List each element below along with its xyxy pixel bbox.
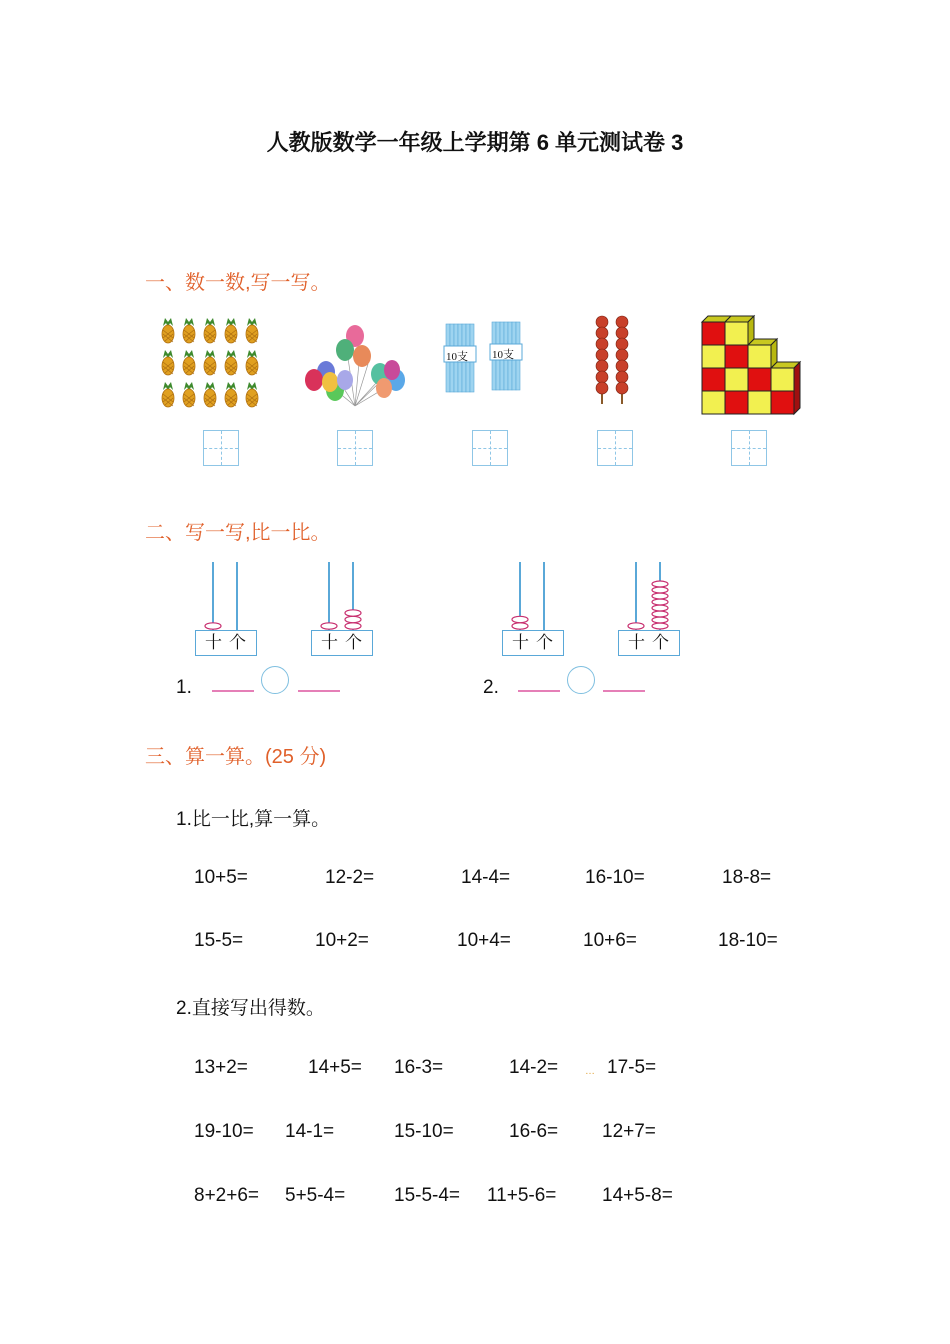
math-problem: 14-1= bbox=[285, 1121, 335, 1142]
math-problem: 14-2= bbox=[509, 1057, 559, 1078]
answer-blank[interactable] bbox=[603, 690, 645, 692]
part-1-title: 1.比一比,算一算。 bbox=[176, 809, 331, 830]
math-problem: 18-10= bbox=[718, 930, 778, 951]
answer-box[interactable] bbox=[597, 430, 633, 466]
answer-blank[interactable] bbox=[212, 690, 254, 692]
math-problem: 14+5-8= bbox=[602, 1185, 673, 1206]
abacus bbox=[502, 562, 564, 658]
math-problem: 18-8= bbox=[722, 867, 772, 888]
math-problem: 14-4= bbox=[461, 867, 511, 888]
compare-circle[interactable] bbox=[567, 666, 595, 694]
answer-box[interactable] bbox=[731, 430, 767, 466]
abacus-ones-label: 个 bbox=[345, 633, 362, 652]
pineapples-image bbox=[160, 318, 272, 412]
bundle-label: 10支 bbox=[492, 349, 514, 361]
abacus-ones-label: 个 bbox=[229, 633, 246, 652]
compare-circle[interactable] bbox=[261, 666, 289, 694]
math-problem: 12-2= bbox=[325, 867, 375, 888]
math-problem: 10+6= bbox=[583, 930, 637, 951]
abacus-ones-label: 个 bbox=[536, 633, 553, 652]
abacus bbox=[195, 562, 257, 658]
math-problem: 12+7= bbox=[602, 1121, 656, 1142]
part-2-title: 2.直接写出得数。 bbox=[176, 998, 325, 1019]
abacus-tens-label: 十 bbox=[512, 633, 529, 652]
abacus bbox=[618, 562, 680, 658]
math-problem: 15-5= bbox=[194, 930, 244, 951]
math-problem: 10+4= bbox=[457, 930, 511, 951]
question-number: 2. bbox=[483, 677, 499, 698]
answer-box[interactable] bbox=[203, 430, 239, 466]
section-1-heading: 一、数一数,写一写。 bbox=[145, 272, 331, 294]
math-problem: 10+5= bbox=[194, 867, 248, 888]
abacus-tens-label: 十 bbox=[205, 633, 222, 652]
math-problem: 16-10= bbox=[585, 867, 645, 888]
math-problem: 15-5-4= bbox=[394, 1185, 461, 1206]
question-number: 1. bbox=[176, 677, 192, 698]
answer-box[interactable] bbox=[472, 430, 508, 466]
math-problem: 14+5= bbox=[308, 1057, 362, 1078]
answer-box[interactable] bbox=[337, 430, 373, 466]
math-problem: 16-6= bbox=[509, 1121, 559, 1142]
math-problem: 5+5-4= bbox=[285, 1185, 346, 1206]
math-problem: 15-10= bbox=[394, 1121, 454, 1142]
candied-haws-image bbox=[590, 314, 634, 406]
abacus-tens-label: 十 bbox=[628, 633, 645, 652]
math-problem: 8+2+6= bbox=[194, 1185, 259, 1206]
ink-mark: … bbox=[585, 1066, 595, 1077]
section-2-heading: 二、写一写,比一比。 bbox=[145, 522, 331, 544]
math-problem: 17-5= bbox=[607, 1057, 657, 1078]
tens-bundles-image bbox=[442, 320, 532, 396]
answer-blank[interactable] bbox=[298, 690, 340, 692]
math-problem: 11+5-6= bbox=[487, 1185, 557, 1206]
math-problem: 19-10= bbox=[194, 1121, 254, 1142]
balloons-image bbox=[300, 322, 415, 414]
math-problem: 13+2= bbox=[194, 1057, 248, 1078]
cubes-image bbox=[700, 312, 808, 418]
math-problem: 16-3= bbox=[394, 1057, 444, 1078]
abacus-ones-label: 个 bbox=[652, 633, 669, 652]
abacus-tens-label: 十 bbox=[321, 633, 338, 652]
page-title: 人教版数学一年级上学期第 6 单元测试卷 3 bbox=[266, 130, 684, 155]
bundle-label: 10支 bbox=[446, 351, 468, 363]
math-problem: 10+2= bbox=[315, 930, 369, 951]
abacus bbox=[311, 562, 373, 658]
section-3-heading: 三、算一算。(25 分) bbox=[145, 746, 327, 768]
answer-blank[interactable] bbox=[518, 690, 560, 692]
